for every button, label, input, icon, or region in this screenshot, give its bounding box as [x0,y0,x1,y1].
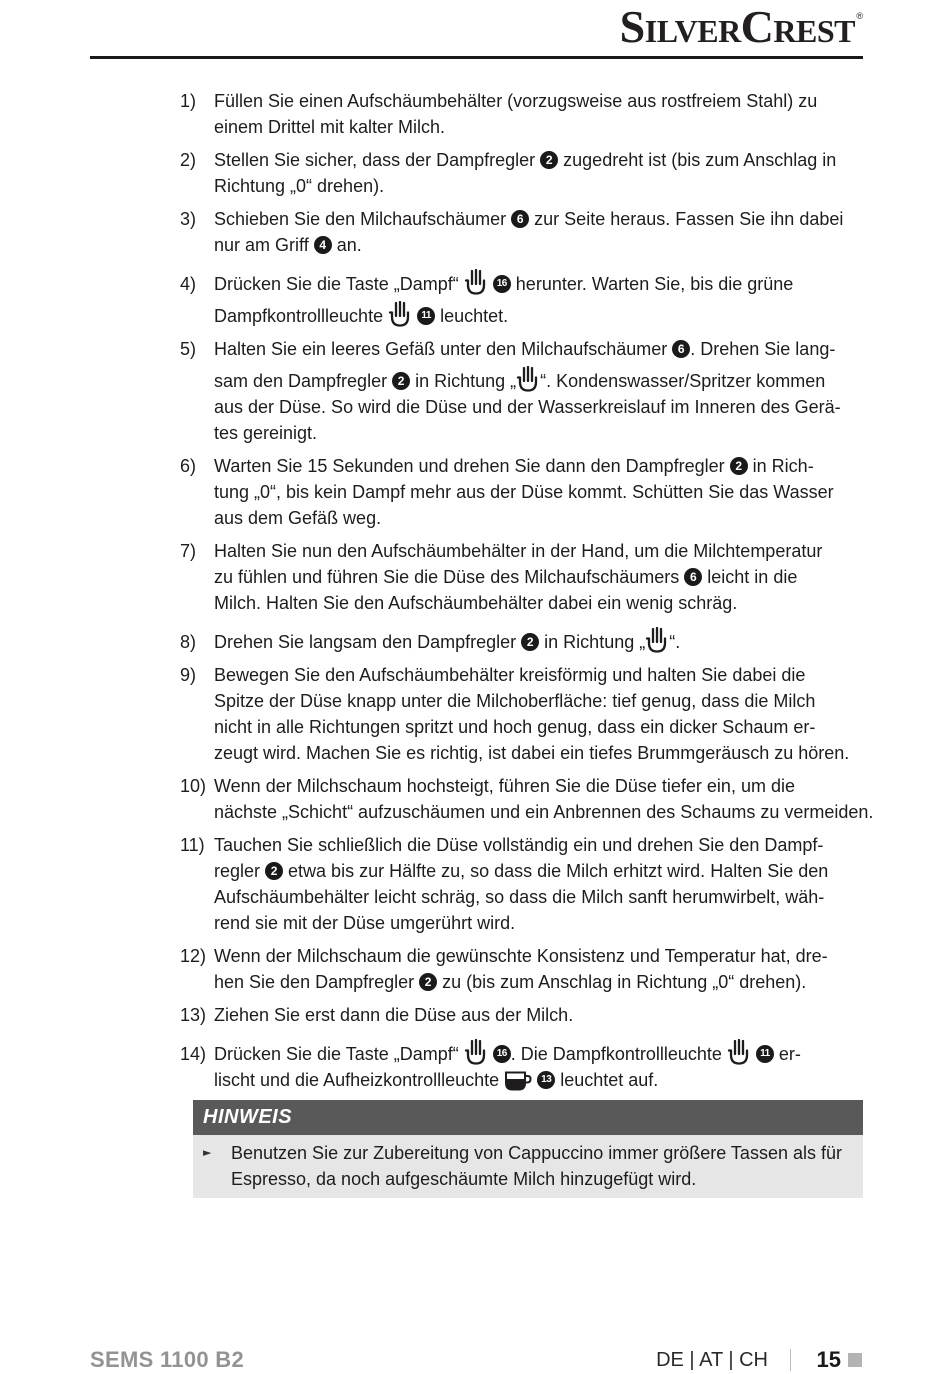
step-line [180,265,870,297]
step-text: Milch. Halten Sie den Aufschäumbehälter dabei ein wenig schräg. [214,593,738,613]
step-number: 10) [180,776,207,796]
step-text: er- [773,1044,801,1064]
page-marker-square [848,1353,862,1367]
step-item [180,147,870,199]
step-text: nur am Griff [214,235,314,255]
step-line [214,688,870,714]
instruction-steps-list [180,88,874,1093]
step-line [214,420,870,446]
step-text: Halten Sie ein leeres Gefäß unter den Milchaufschäumer [214,339,673,359]
step-text: herunter. Warten Sie, bis die grüne [510,274,794,294]
step-text: tung „0“, bis kein Dampf mehr aus der Düse kommt. Schütten Sie das Wasser [214,482,834,502]
step-line [180,623,870,655]
step-line [214,714,870,740]
part-number-badge: 16 [493,275,511,293]
part-number-badge: 2 [540,151,558,169]
footer-languages: DE | AT | CH [656,1349,768,1371]
step-text: etwa bis zur Hälfte zu, so dass die Milch erhitzt wird. Halten Sie den [283,861,829,881]
step-text: Füllen Sie einen Aufschäumbehälter (vorzugsweise aus rostfreiem Stahl) zu [214,91,818,111]
step-text: “. [669,632,681,652]
step-line [214,362,870,394]
step-text: leuchtet. [435,306,509,326]
step-item [180,832,870,936]
note-text-line: Benutzen Sie zur Zubereitung von Cappuccino immer größere Tassen als für [231,1143,842,1163]
step-text: zugedreht ist (bis zum Anschlag in [558,150,837,170]
step-number: 14) [180,1044,207,1064]
steam-icon [727,1038,751,1066]
step-line [214,505,870,531]
part-number-badge: 16 [493,1045,511,1063]
note-title: HINWEIS [193,1100,863,1135]
step-line [180,943,870,969]
step-line [214,114,870,140]
step-line [214,297,870,329]
step-text: leuchtet auf. [555,1070,659,1090]
step-number: 6) [180,456,197,476]
step-text: lischt und die Aufheizkontrollleuchte [214,1070,505,1090]
registered-mark: ® [856,11,863,21]
step-item [180,662,870,766]
steam-icon [388,300,412,328]
step-item [180,1035,870,1093]
steam-icon [464,268,488,296]
step-text: zur Seite heraus. Fassen Sie ihn dabei [529,209,844,229]
step-text: Tauchen Sie schließlich die Düse vollständig ein und drehen Sie den Dampf- [214,835,824,855]
step-line [214,232,870,258]
footer-model-number: SEMS 1100 B2 [90,1347,245,1372]
step-text: sam den Dampfregler [214,371,393,391]
step-item [180,538,870,616]
part-number-badge: 2 [419,973,437,991]
step-item [180,336,870,446]
header-divider [90,56,863,59]
step-line [214,884,870,910]
page-number: 15 [816,1347,841,1372]
step-text: . Die Dampfkontrollleuchte [510,1044,727,1064]
part-number-badge: 11 [756,1045,774,1063]
step-text: in Richtung „ [539,632,646,652]
step-text: Drücken Sie die Taste „Dampf“ [214,1044,464,1064]
note-box [193,1100,863,1198]
step-line [180,206,870,232]
step-number: 8) [180,632,197,652]
steam-icon [645,626,669,654]
step-line [214,173,870,199]
steam-icon [464,1038,488,1066]
step-line [214,394,870,420]
step-text: Spitze der Düse knapp unter die Milchoberfläche: tief genug, dass die Milch [214,691,816,711]
note-text-line: Espresso, da noch aufgeschäumte Milch hinzugefügt wird. [231,1169,697,1189]
step-line [214,799,874,825]
step-text: Wenn der Milchschaum die gewünschte Konsistenz und Temperatur hat, dre- [214,946,828,966]
step-line [180,773,870,799]
step-line [214,969,870,995]
step-text: zeugt wird. Machen Sie es richtig, ist dabei ein tiefes Brummgeräusch zu hören. [214,743,850,763]
step-text: tes gereinigt. [214,423,318,443]
step-number: 5) [180,339,197,359]
step-text: Dampfkontrollleuchte [214,306,389,326]
step-text: Halten Sie nun den Aufschäumbehälter in der Hand, um die Milchtemperatur [214,541,823,561]
step-text: rend sie mit der Düse umgerührt wird. [214,913,516,933]
step-line [214,910,870,936]
step-text: hen Sie den Dampfregler [214,972,420,992]
step-line [214,1067,870,1093]
step-text: “. Kondenswasser/Spritzer kommen [540,371,826,391]
part-number-badge: 6 [684,568,702,586]
steam-icon [516,365,540,393]
step-line [180,1002,870,1028]
step-text: regler [214,861,266,881]
step-text: zu (bis zum Anschlag in Richtung „0“ drehen). [437,972,807,992]
step-text: Drehen Sie langsam den Dampfregler [214,632,522,652]
step-item [180,773,874,825]
step-line [180,832,870,858]
step-number: 3) [180,209,197,229]
step-text: Warten Sie 15 Sekunden und drehen Sie dann den Dampfregler [214,456,730,476]
step-line [180,662,870,688]
step-number: 11) [180,835,205,855]
part-number-badge: 11 [417,307,435,325]
step-text: einem Drittel mit kalter Milch. [214,117,446,137]
step-number: 1) [180,91,197,111]
step-item [180,265,870,329]
step-text: zu fühlen und führen Sie die Düse des Milchaufschäumers [214,567,685,587]
step-item [180,206,870,258]
part-number-badge: 6 [511,210,529,228]
step-item [180,1002,870,1028]
step-text: Aufschäumbehälter leicht schräg, so dass die Milch sanft herumwirbelt, wäh- [214,887,825,907]
step-text: aus der Düse. So wird die Düse und der Wasserkreislauf im Inneren des Gerä- [214,397,841,417]
step-line [180,538,870,564]
brand-logo: SilverCrest [619,1,855,52]
step-text: Ziehen Sie erst dann die Düse aus der Milch. [214,1005,574,1025]
step-line [214,740,870,766]
step-line [214,590,870,616]
step-item [180,453,870,531]
step-line [180,336,870,362]
bullet-arrow-icon: ► [203,1146,212,1159]
step-text: in Richtung „ [410,371,517,391]
step-line [214,858,870,884]
step-number: 2) [180,150,197,170]
part-number-badge: 4 [314,236,332,254]
part-number-badge: 2 [265,862,283,880]
part-number-badge: 2 [521,633,539,651]
step-text: Bewegen Sie den Aufschäumbehälter kreisförmig und halten Sie dabei die [214,665,806,685]
step-item [180,623,870,655]
step-line [214,564,870,590]
step-line [180,453,870,479]
step-number: 9) [180,665,197,685]
step-text: Wenn der Milchschaum hochsteigt, führen Sie die Düse tiefer ein, um die [214,776,795,796]
step-item [180,943,870,995]
part-number-badge: 2 [730,457,748,475]
step-text: . Drehen Sie lang- [690,339,836,359]
step-text: in Rich- [747,456,814,476]
step-line [180,1035,870,1067]
part-number-badge: 13 [537,1071,555,1089]
step-text: nicht in alle Richtungen spritzt und hoch genug, dass ein dicker Schaum er- [214,717,816,737]
step-text: aus dem Gefäß weg. [214,508,382,528]
step-text: Richtung „0“ drehen). [214,176,385,196]
step-number: 12) [180,946,207,966]
step-line [180,147,870,173]
footer-separator [790,1349,791,1371]
step-number: 4) [180,274,197,294]
step-number: 7) [180,541,197,561]
step-number: 13) [180,1005,207,1025]
step-text: Stellen Sie sicher, dass der Dampfregler [214,150,541,170]
step-line [214,479,870,505]
part-number-badge: 6 [672,340,690,358]
step-text: Drücken Sie die Taste „Dampf“ [214,274,464,294]
step-text: Schieben Sie den Milchaufschäumer [214,209,512,229]
step-text: an. [331,235,362,255]
step-text: leicht in die [702,567,798,587]
note-body [193,1135,863,1198]
part-number-badge: 2 [392,372,410,390]
step-item [180,88,870,140]
step-text: nächste „Schicht“ aufzuschäumen und ein Anbrennen des Schaums zu vermeiden. [214,802,874,822]
cup-heat-icon [504,1071,532,1091]
step-line [180,88,870,114]
